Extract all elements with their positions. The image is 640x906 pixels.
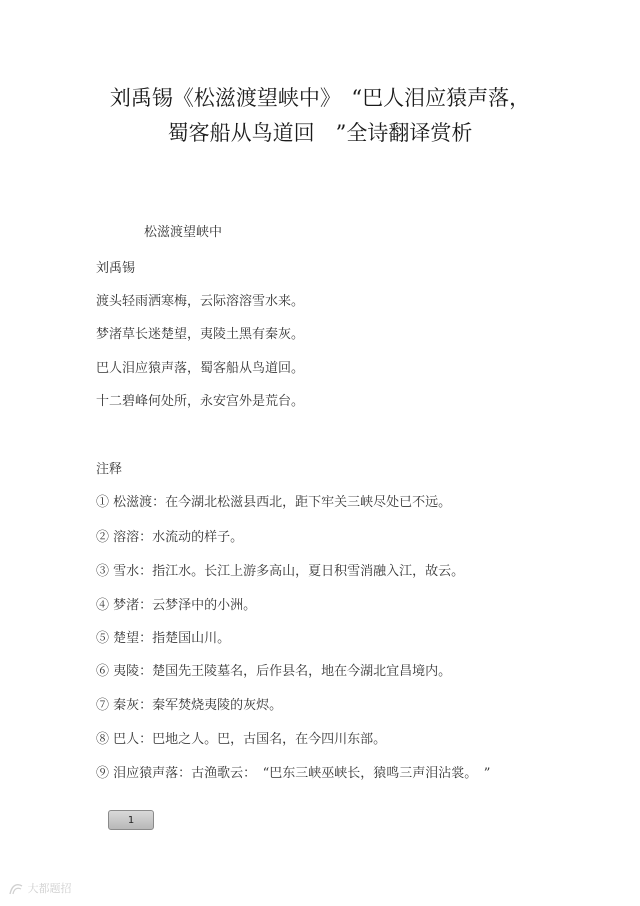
note-item: ⑧ 巴人：巴地之人。巴，古国名，在今四川东部。 [96, 732, 387, 747]
note-item: ② 溶溶：水流动的样子。 [96, 530, 244, 545]
poem-author: 刘禹锡 [96, 261, 136, 276]
note-item: ⑨ 泪应猿声落：古渔歌云： “巴东三峡巫峡长，猿鸣三声泪沾裳。 ” [96, 766, 491, 781]
page-number-badge: 1 [108, 810, 154, 830]
poem-line: 巴人泪应猿声落，蜀客船从鸟道回。 [96, 361, 305, 376]
watermark-logo-icon [8, 882, 24, 896]
poem-title: 松滋渡望峡中 [144, 225, 223, 240]
document-title-line-1: 刘禹锡《松滋渡望峡中》 “巴人泪应猿声落， [109, 86, 531, 110]
poem-line: 十二碧峰何处所，永安宫外是荒台。 [96, 394, 305, 409]
watermark [8, 880, 72, 896]
note-item: ⑦ 秦灰：秦军焚烧夷陵的灰烬。 [96, 698, 283, 713]
note-item: ⑤ 楚望：指楚国山川。 [96, 631, 231, 646]
notes-heading: 注释 [96, 462, 123, 477]
poem-line: 渡头轻雨洒寒梅，云际溶溶雪水来。 [96, 294, 305, 309]
note-item: ⑥ 夷陵：楚国先王陵墓名，后作县名，地在今湖北宜昌境内。 [96, 664, 452, 679]
note-item: ③ 雪水：指江水。长江上游多高山，夏日积雪消融入江，故云。 [96, 564, 465, 579]
poem-line: 梦渚草长迷楚望，夷陵土黑有秦灰。 [96, 327, 305, 342]
note-item: ① 松滋渡：在今湖北松滋县西北，距下牢关三峡尽处已不远。 [96, 495, 452, 510]
document-title-line-2: 蜀客船从鸟道回 ”全诗翻译赏析 [167, 121, 473, 145]
note-item: ④ 梦渚：云梦泽中的小洲。 [96, 598, 257, 613]
watermark-text: 大都题招 [27, 882, 72, 895]
